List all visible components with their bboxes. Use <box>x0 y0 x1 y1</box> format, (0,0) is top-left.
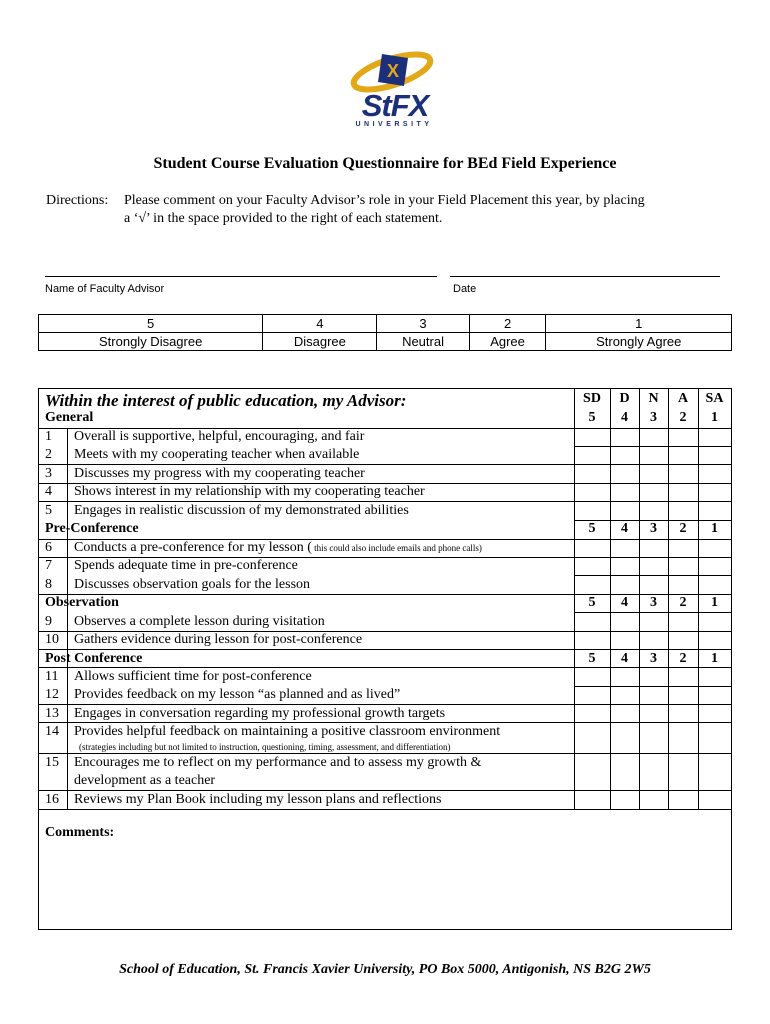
row-divider <box>574 612 731 613</box>
row-divider <box>574 446 731 447</box>
item-text: Gathers evidence during lesson for post-conference <box>74 632 363 647</box>
section-observation: Observation <box>45 595 119 610</box>
row-divider <box>39 464 731 465</box>
col-value: 4 <box>621 595 628 610</box>
evaluation-table <box>38 388 732 930</box>
rating-scale-table <box>38 314 732 351</box>
col-value: 4 <box>621 521 628 536</box>
item-text: Reviews my Plan Book including my lesson plans and reflections <box>74 792 442 807</box>
scale-label-5: Strongly Disagree <box>39 333 263 351</box>
directions-line-1: Please comment on your Faculty Advisor’s role in your Field Placement this year, by placing <box>124 193 645 208</box>
scale-label-1: Strongly Agree <box>546 333 732 351</box>
col-head-sa: SA <box>705 391 724 406</box>
col-value: 5 <box>588 651 596 666</box>
item-number: 2 <box>45 447 52 462</box>
item-text: Discusses my progress with my cooperating teacher <box>74 466 365 481</box>
item-text: Observes a complete lesson during visitation <box>74 614 325 629</box>
advisor-name-label: Name of Faculty Advisor <box>45 283 165 295</box>
item-text: Discusses observation goals for the lesson <box>74 577 311 592</box>
item-text: Allows sufficient time for post-conference <box>74 669 312 684</box>
section-pre-conference: Pre-Conference <box>45 521 139 536</box>
item-text: Provides feedback on my lesson “as planned and as lived” <box>74 687 401 702</box>
row-divider <box>39 704 731 705</box>
advisor-name-field[interactable] <box>45 276 437 277</box>
col-value: 2 <box>679 521 687 536</box>
scale-label-4: Disagree <box>263 333 377 351</box>
item-text <box>74 540 482 556</box>
item-number: 9 <box>45 614 52 629</box>
row-divider <box>39 667 731 668</box>
number-column-divider <box>67 428 68 809</box>
item-number: 10 <box>45 632 59 647</box>
item-number: 1 <box>45 429 52 444</box>
item-number: 11 <box>45 669 59 684</box>
item-number: 15 <box>45 755 59 770</box>
item-number: 5 <box>45 503 52 518</box>
col-value: 1 <box>711 595 718 610</box>
page-title: Student Course Evaluation Questionnaire for BEd Field Experience <box>153 155 617 172</box>
item-text: Encourages me to reflect on my performance and to assess my growth & <box>74 755 482 770</box>
scale-num-2: 2 <box>469 315 546 333</box>
col-value: 4 <box>621 651 628 666</box>
row-divider <box>39 649 731 650</box>
date-field[interactable] <box>450 276 720 277</box>
col-value: 1 <box>711 521 718 536</box>
col-value: 1 <box>711 651 718 666</box>
row-divider <box>39 790 731 791</box>
item-number: 7 <box>45 558 52 573</box>
section-general: General <box>45 410 94 425</box>
item-text: Engages in realistic discussion of my demonstrated abilities <box>74 503 409 518</box>
col-value: 3 <box>650 410 657 425</box>
row-divider <box>39 722 731 723</box>
item-number: 6 <box>45 540 52 555</box>
col-value: 5 <box>588 595 596 610</box>
scale-num-3: 3 <box>377 315 469 333</box>
comments-label-text: Comments: <box>45 825 115 840</box>
item-6-text: Conducts a pre-conference for my lesson ( <box>74 540 312 555</box>
item-text: Engages in conversation regarding my professional growth targets <box>74 706 446 721</box>
directions-line-2: a ‘√’ in the space provided to the right of each statement. <box>124 211 443 226</box>
comments-label[interactable] <box>45 825 114 841</box>
scale-label-2: Agree <box>469 333 546 351</box>
col-value: 1 <box>711 410 718 425</box>
item-text: Meets with my cooperating teacher when available <box>74 447 360 462</box>
scale-num-1: 1 <box>546 315 732 333</box>
item-number: 4 <box>45 484 52 499</box>
svg-text:X: X <box>386 61 400 81</box>
row-divider <box>39 501 731 502</box>
col-head-n: N <box>648 391 659 406</box>
col-value: 3 <box>650 521 657 536</box>
col-value: 2 <box>679 410 687 425</box>
logo-wordmark: StFX <box>361 88 429 123</box>
scale-num-5: 5 <box>39 315 263 333</box>
item-number: 8 <box>45 577 52 592</box>
comments-divider <box>39 809 731 810</box>
logo-university: UNIVERSITY <box>355 121 433 128</box>
date-label: Date <box>453 283 477 295</box>
row-divider <box>574 575 731 576</box>
col-value: 4 <box>621 410 628 425</box>
item-text: Shows interest in my relationship with my cooperating teacher <box>74 484 425 499</box>
col-value: 2 <box>679 651 687 666</box>
item-text: Overall is supportive, helpful, encouraging, and fair <box>74 429 365 444</box>
row-divider <box>39 753 731 754</box>
col-value: 5 <box>588 410 596 425</box>
item-text: Spends adequate time in pre-conference <box>74 558 298 573</box>
scale-label-3: Neutral <box>377 333 469 351</box>
col-value: 5 <box>588 521 596 536</box>
item-number: 13 <box>45 706 59 721</box>
row-divider <box>574 686 731 687</box>
item-number: 12 <box>45 687 59 702</box>
col-value: 3 <box>650 595 657 610</box>
table-heading: Within the interest of public education, my Advisor: <box>45 391 407 410</box>
item-6-note: this could also include emails and phone calls) <box>311 543 482 553</box>
col-value: 3 <box>650 651 657 666</box>
page-footer: School of Education, St. Francis Xavier University, PO Box 5000, Antigonish, NS B2G 2W5 <box>119 962 651 977</box>
item-text-continued: development as a teacher <box>74 773 216 788</box>
item-number: 16 <box>45 792 59 807</box>
scale-num-4: 4 <box>263 315 377 333</box>
item-14-note: (strategies including but not limited to instruction, questioning, timing, assessment, and differentiation) <box>79 742 451 752</box>
col-head-d: D <box>619 391 630 406</box>
item-number: 3 <box>45 466 52 481</box>
col-head-a: A <box>677 391 689 406</box>
directions-label: Directions: <box>46 193 109 208</box>
item-text: Provides helpful feedback on maintaining a positive classroom environment <box>74 724 501 739</box>
col-head-sd: SD <box>583 391 601 406</box>
section-post-conference: Post Conference <box>45 651 143 666</box>
col-value: 2 <box>679 595 687 610</box>
item-number: 14 <box>45 724 59 739</box>
